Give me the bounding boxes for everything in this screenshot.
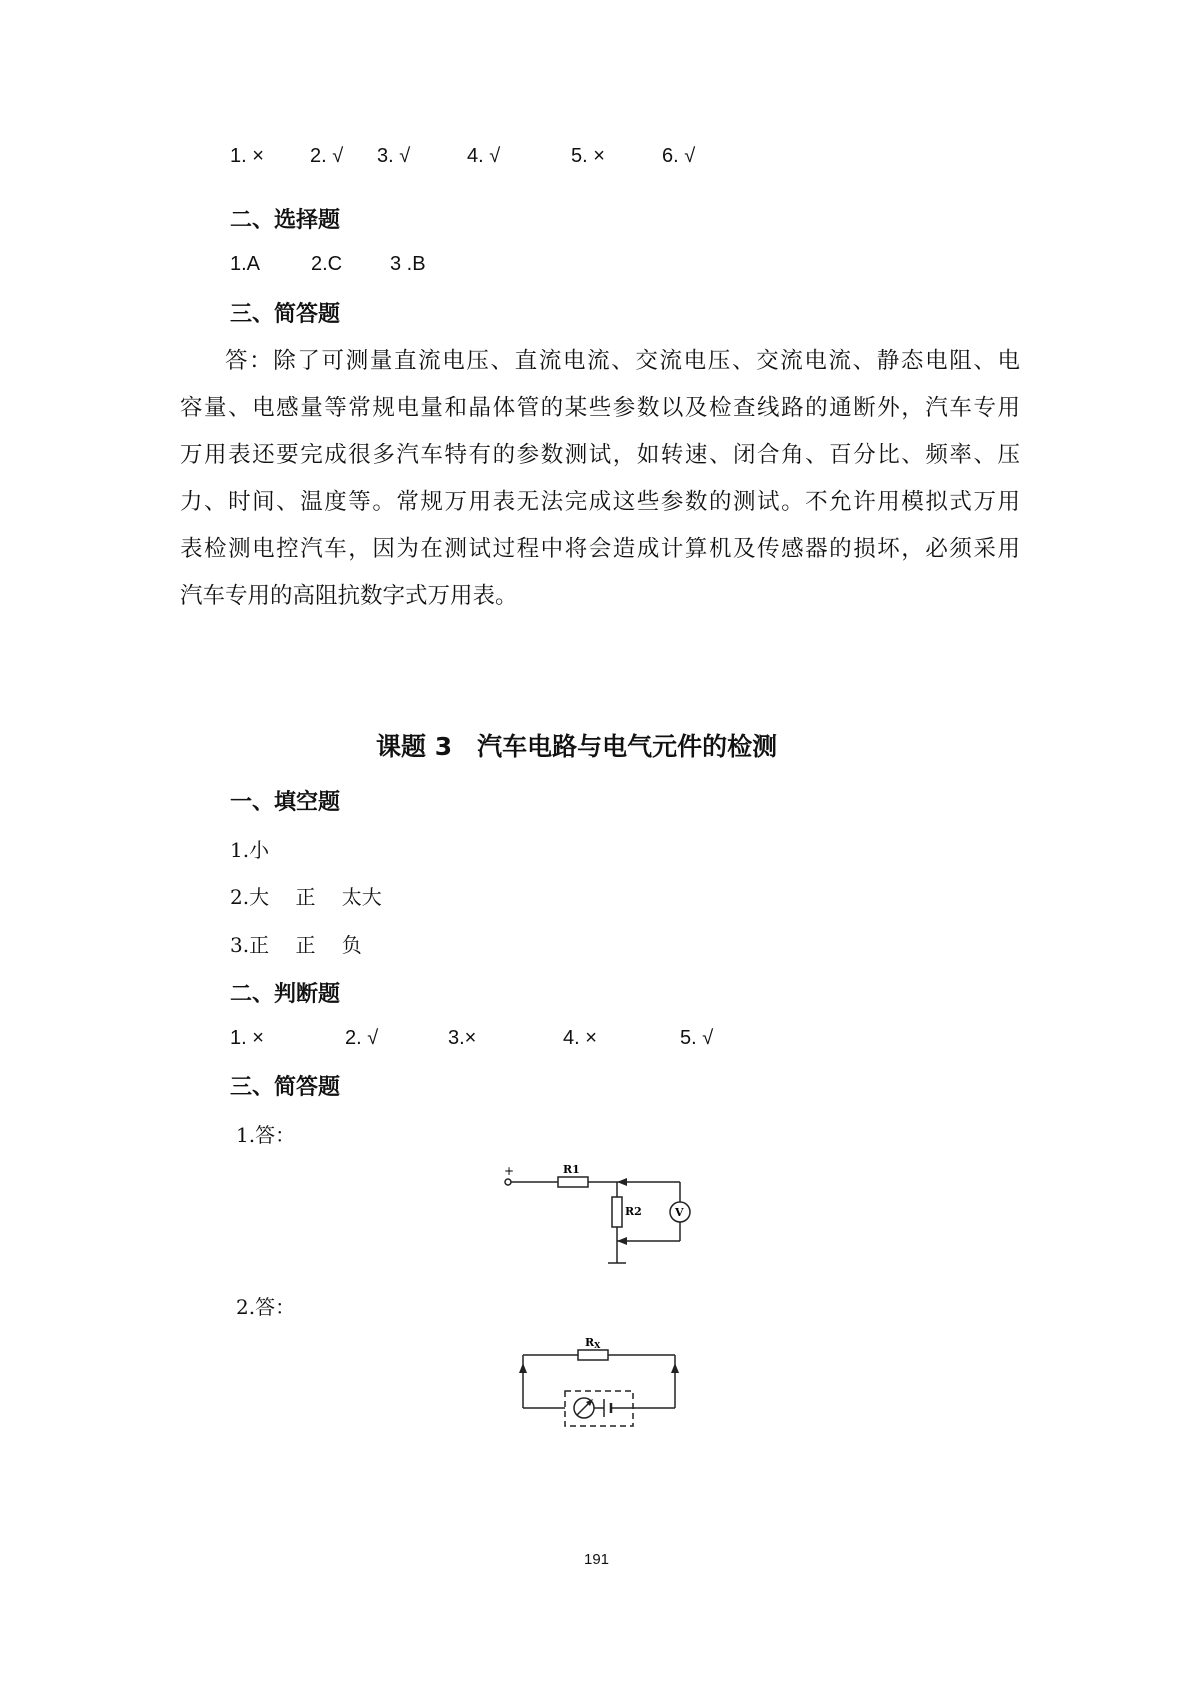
top-judge-2: 2. √ (310, 145, 344, 167)
meter-label: V (675, 1206, 684, 1219)
resistor-r1-icon (558, 1177, 588, 1187)
essay-line: 答：除了可测量直流电压、直流电流、交流电压、交流电流、静态电阻、电 (225, 348, 1020, 374)
voltage-measurement-circuit (500, 1163, 700, 1278)
answer-2-label: 2.答： (236, 1295, 296, 1319)
choice-heading: 二、选择题 (230, 208, 341, 233)
top-judge-row (0, 145, 1191, 169)
essay-line: 汽车专用的高阻抗数字式万用表。 (180, 583, 518, 609)
page-number: 191 (584, 1551, 610, 1568)
r1-label: R1 (563, 1163, 580, 1176)
resistance-measurement-circuit (520, 1333, 680, 1433)
choice-row (0, 253, 1191, 277)
judge-3: 3.× (448, 1027, 477, 1049)
choice-2: 2.C (311, 253, 343, 275)
fill-answer-2: 2.大 正 太大 (230, 885, 382, 909)
essay-line: 力、时间、温度等。常规万用表无法完成这些参数的测试。不允许用模拟式万用 (180, 489, 1020, 515)
judge-row (0, 1027, 1191, 1051)
judge-4: 4. × (563, 1027, 597, 1049)
short-answer-heading-2: 三、简答题 (230, 1075, 341, 1100)
essay-answer (180, 338, 1020, 620)
top-judge-1: 1. × (230, 145, 264, 167)
essay-line: 容量、电感量等常规电量和晶体管的某些参数以及检查线路的通断外，汽车专用 (180, 395, 1020, 421)
choice-1: 1.A (230, 253, 261, 275)
fill-answer-1: 1.小 (230, 838, 270, 862)
plus-label: + (504, 1164, 515, 1178)
judge-1: 1. × (230, 1027, 264, 1049)
judge-5: 5. √ (680, 1027, 714, 1049)
top-judge-6: 6. √ (662, 145, 696, 167)
judge-2: 2. √ (345, 1027, 379, 1049)
essay-line: 表检测电控汽车，因为在测试过程中将会造成计算机及传感器的损坏，必须采用 (180, 536, 1020, 562)
choice-3: 3 .B (390, 253, 426, 275)
fill-heading: 一、填空题 (230, 790, 341, 815)
short-answer-heading-1: 三、简答题 (230, 302, 341, 327)
resistor-rx-icon (578, 1350, 608, 1360)
answer-1-label: 1.答： (236, 1123, 296, 1147)
r2-label: R2 (625, 1205, 642, 1218)
resistor-r2-icon (612, 1197, 622, 1227)
lead-arrow-icon (519, 1363, 679, 1406)
judge-heading: 二、判断题 (230, 982, 341, 1007)
top-judge-4: 4. √ (467, 145, 501, 167)
top-judge-5: 5. × (571, 145, 605, 167)
rx-label: RX (585, 1336, 601, 1350)
fill-answer-3: 3.正 正 负 (230, 933, 362, 957)
top-judge-3: 3. √ (377, 145, 411, 167)
lesson-title: 课题 3 汽车电路与电气元件的检测 (376, 732, 778, 761)
terminal-icon (505, 1179, 511, 1185)
essay-line: 万用表还要完成很多汽车特有的参数测试，如转速、闭合角、百分比、频率、压 (180, 442, 1020, 468)
